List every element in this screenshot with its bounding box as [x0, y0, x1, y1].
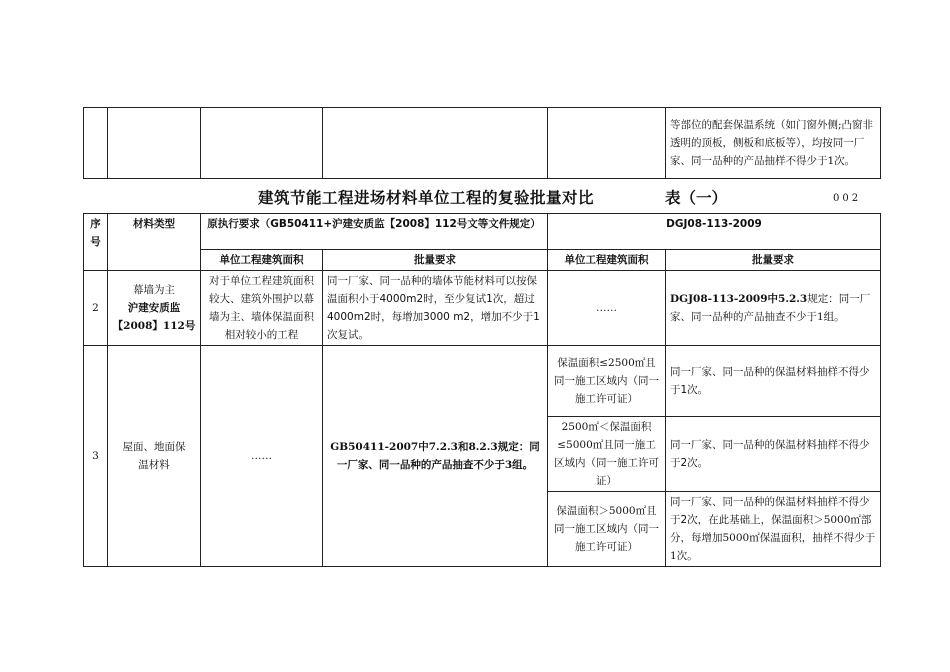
material-reference: 沪建安质监【2008】112号	[112, 302, 196, 332]
continuation-table	[83, 107, 881, 179]
clause-text: 规定：同一厂家、同一品种的产品抽查不少于1组。	[670, 293, 871, 323]
header-seq: 序号	[84, 214, 108, 271]
empty-cell	[548, 108, 666, 179]
sub-area: 2500㎡＜保温面积≤5000㎡且同一施工区域内（同一施工许可证）	[548, 417, 666, 492]
header-row	[84, 214, 881, 250]
table-row	[84, 271, 881, 346]
batch-text-emph: 不得少于1次。	[670, 366, 870, 396]
header-area-new: 单位工程建筑面积	[548, 250, 666, 271]
header-area: 单位工程建筑面积	[201, 250, 323, 271]
row-new-batch	[666, 271, 881, 346]
empty-cell	[108, 108, 201, 179]
continuation-text: 等部位的配套保温系统（如门窗外侧;凸窗非透明的顶板，侧板和底板等），均按同一厂家、同一品种的产品抽样不得少于1次。	[666, 108, 881, 179]
row-material	[108, 271, 201, 346]
sub-area: 保温面积≤2500㎡且同一施工区域内（同一施工许可证）	[548, 346, 666, 417]
standard-clause: DGJ08-113-2009中5.2.3	[670, 293, 808, 305]
table-row	[84, 108, 881, 179]
page-number: 002	[833, 193, 862, 204]
batch-text: 同一厂家、同一品种的保温材料抽样	[670, 496, 838, 508]
table-row	[84, 346, 881, 417]
document-title: 建筑节能工程进场材料单位工程的复验批量对比	[258, 189, 595, 207]
table-label: 表（一）	[665, 189, 728, 207]
empty-cell	[201, 108, 323, 179]
sub-batch	[666, 492, 881, 567]
batch-text: 同一厂家、同一品种的保温材料抽样	[670, 439, 838, 451]
batch-text-emph: 不得少于2次，在此基础上，保温面积＞	[670, 496, 870, 526]
empty-cell	[323, 108, 548, 179]
header-batch-new: 批量要求	[666, 250, 881, 271]
material-line: 幕墙为主	[133, 284, 175, 296]
batch-text: 同一厂家、同一品种的保温材料抽样	[670, 366, 838, 378]
subheader-row	[84, 250, 881, 271]
batch-text-tail: 5000㎡部分，每增加5000㎡保温面积，抽样不得少于1次。	[670, 514, 876, 562]
sub-area: 保温面积＞5000㎡且同一施工区域内（同一施工许可证）	[548, 492, 666, 567]
header-material: 材料类型	[108, 214, 201, 271]
row-seq: 3	[84, 346, 108, 567]
batch-text-emph: 不得少于2次。	[670, 439, 870, 469]
header-batch: 批量要求	[323, 250, 548, 271]
header-new-standard: DGJ08-113-2009	[548, 214, 881, 250]
row-old-area: 对于单位工程建筑面积较大、建筑外围护以幕墙为主、墙体保温面积相对较小的工程	[201, 271, 323, 346]
comparison-table	[83, 213, 881, 567]
empty-cell	[84, 108, 108, 179]
row-seq: 2	[84, 271, 108, 346]
row-new-area: ……	[548, 271, 666, 346]
row-material: 屋面、地面保温材料	[108, 346, 201, 567]
sub-batch	[666, 346, 881, 417]
row-old-batch: GB50411-2007中7.2.3和8.2.3规定：同一厂家、同一品种的产品抽查不少于3组。	[323, 346, 548, 567]
header-old-requirement: 原执行要求（GB50411+沪建安质监【2008】112号文等文件规定）	[201, 214, 548, 250]
sub-batch	[666, 417, 881, 492]
row-old-area: ……	[201, 346, 323, 567]
row-old-batch: 同一厂家、同一品种的墙体节能材料可以按保温面积小于4000m2时，至少复试1次，超过4000m2时，每增加3000 m2，增加不少于1次复试。	[323, 271, 548, 346]
